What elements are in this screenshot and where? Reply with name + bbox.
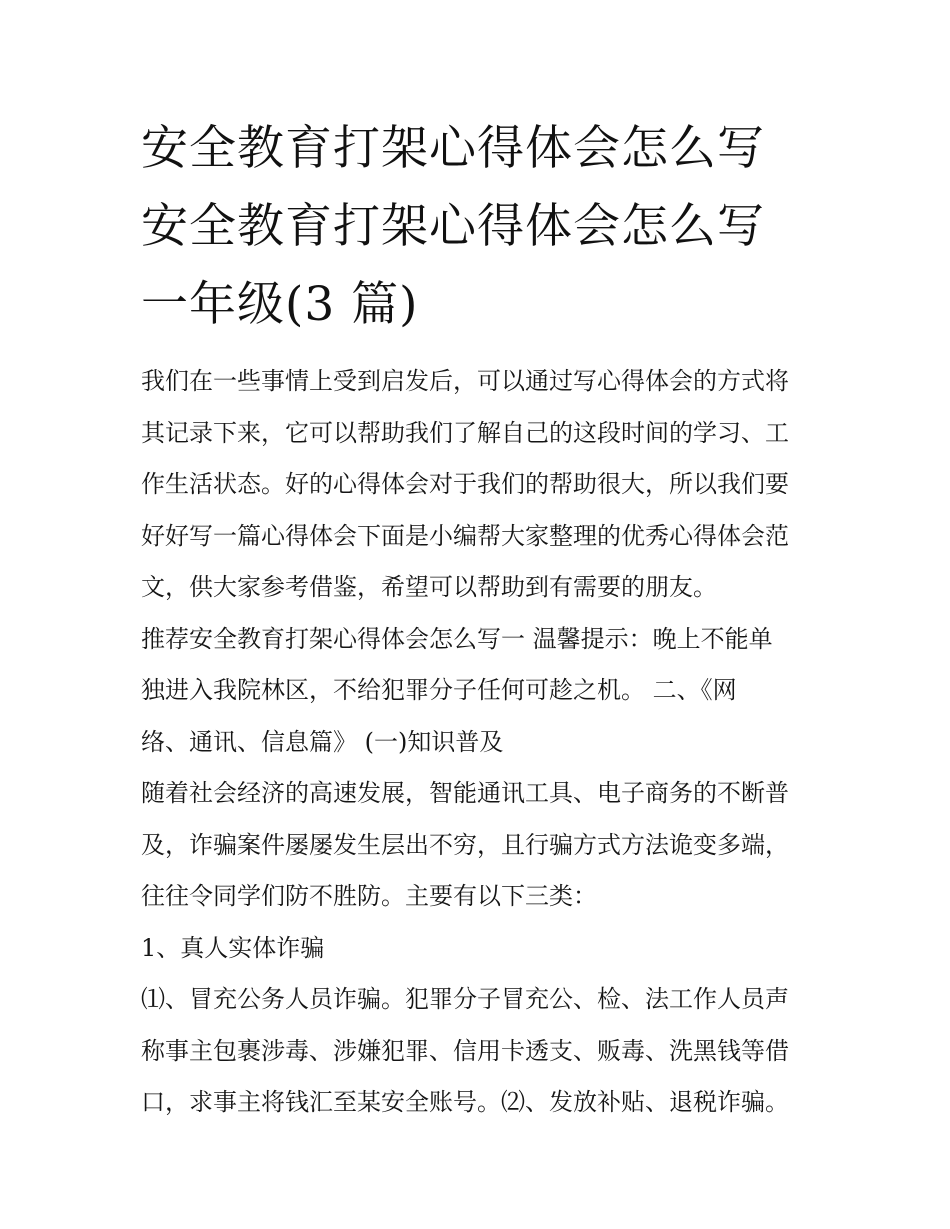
text-line: 随着社会经济的高速发展，智能通讯工具、电子商务的不断普	[141, 779, 789, 807]
text-line: 作生活状态。好的心得体会对于我们的帮助很大，所以我们要	[141, 470, 789, 498]
text-line: 独进入我院林区，不给犯罪分子任何可趁之机。 二、《网	[141, 676, 737, 704]
text-line: 往往令同学们防不胜防。主要有以下三类：	[141, 882, 597, 910]
text-line: 口，求事主将钱汇至某安全账号。⑵、发放补贴、退税诈骗。	[141, 1088, 789, 1116]
text-line: 我们在一些事情上受到启发后，可以通过写心得体会的方式将	[141, 367, 789, 395]
recommendation-paragraph	[141, 614, 816, 769]
text-line: 称事主包裹涉毒、涉嫌犯罪、信用卡透支、贩毒、洗黑钱等借	[141, 1036, 789, 1065]
intro-paragraph	[141, 356, 816, 614]
text-line: 其记录下来，它可以帮助我们了解自己的这段时间的学习、工	[141, 418, 789, 447]
document-body	[141, 356, 816, 1129]
background-paragraph	[141, 768, 816, 923]
title-line: 一年级(3 篇)	[141, 277, 419, 332]
text-line: 文，供大家参考借鉴，希望可以帮助到有需要的朋友。	[141, 573, 717, 601]
text-line: 推荐安全教育打架心得体会怎么写一 温馨提示：晚上不能单	[141, 624, 773, 653]
text-line: 及，诈骗案件屡屡发生层出不穷，且行骗方式方法诡变多端，	[141, 830, 789, 859]
document-page	[141, 110, 816, 1129]
text-line: 好好写一篇心得体会下面是小编帮大家整理的优秀心得体会范	[141, 521, 789, 550]
fraud-types-paragraph	[141, 974, 816, 1129]
title-line: 安全教育打架心得体会怎么写	[141, 199, 765, 254]
title-line: 安全教育打架心得体会怎么写	[141, 121, 765, 176]
document-title	[141, 110, 816, 344]
text-line: 络、通讯、信息篇》 (一)知识普及	[141, 727, 504, 756]
text-line: 1、真人实体诈骗	[141, 933, 325, 962]
text-line: ⑴、冒充公务人员诈骗。犯罪分子冒充公、检、法工作人员声	[141, 985, 789, 1013]
section-heading	[141, 923, 816, 975]
